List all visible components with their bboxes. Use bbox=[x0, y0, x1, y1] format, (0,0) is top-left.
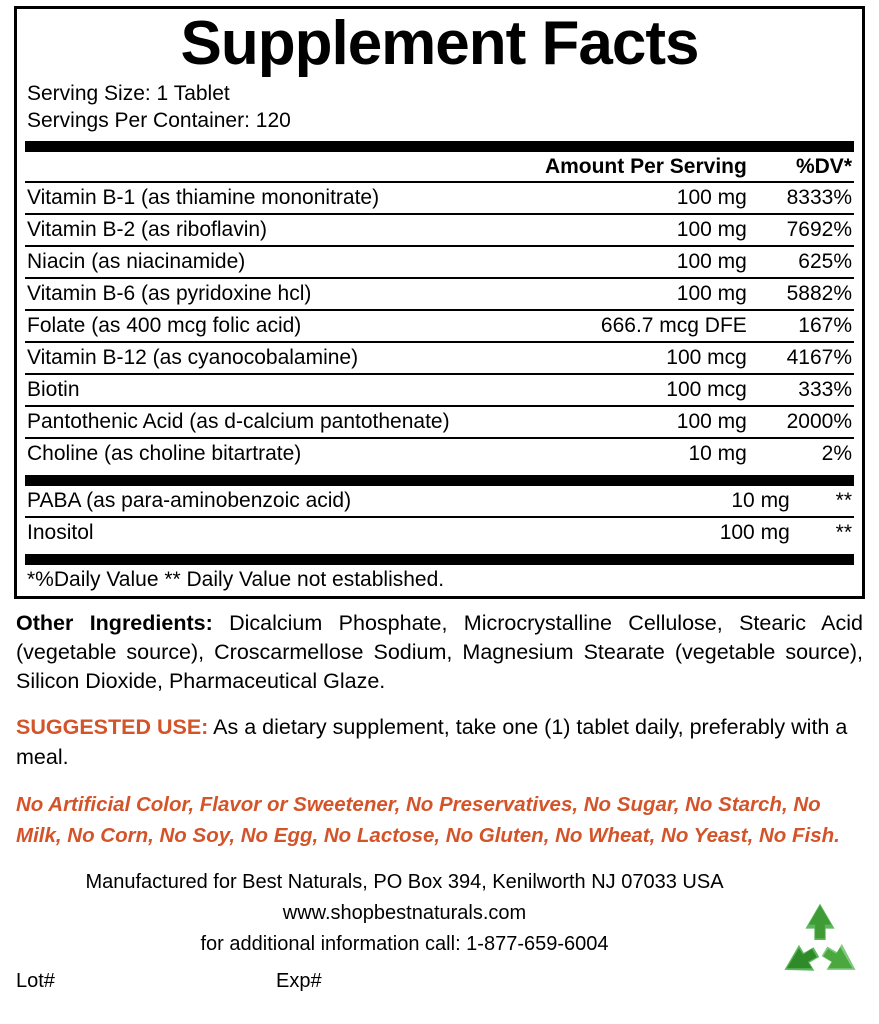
table-header-row bbox=[25, 152, 854, 182]
table-row bbox=[25, 310, 854, 342]
nutrient-name: Pantothenic Acid (as d-calcium pantothenate) bbox=[25, 406, 511, 438]
nutrition-table-no-dv bbox=[25, 486, 854, 548]
nutrient-amount: 100 mcg bbox=[511, 374, 777, 406]
free-of-claims: No Artificial Color, Flavor or Sweetener, No Preservatives, No Sugar, No Starch, No Milk, No Corn, No Soy, No Egg, No Lactose, No Gluten, No Wheat, No Yeast, No Fish. bbox=[16, 792, 840, 847]
table-row bbox=[25, 406, 854, 438]
nutrient-amount: 666.7 mcg DFE bbox=[511, 310, 777, 342]
nutrient-amount: 10 mg bbox=[688, 441, 747, 465]
nutrient-amount: 100 mg bbox=[511, 406, 777, 438]
nutrient-dv: 4167% bbox=[777, 342, 854, 374]
table-row bbox=[25, 342, 854, 374]
nutrient-dv: ** bbox=[835, 520, 852, 544]
suggested-use bbox=[16, 712, 863, 772]
nutrient-dv: 8333% bbox=[777, 182, 854, 214]
nutrient-dv: 5882% bbox=[777, 278, 854, 310]
lot-number-label: Lot# bbox=[16, 970, 55, 993]
nutrient-name: Biotin bbox=[25, 374, 511, 406]
nutrient-name: Vitamin B-1 (as thiamine mononitrate) bbox=[25, 182, 511, 214]
suggested-use-text: As a dietary supplement, take one (1) tablet daily, preferably with a meal. bbox=[16, 714, 848, 769]
column-header-nutrient bbox=[25, 152, 511, 182]
nutrient-dv: ** bbox=[820, 486, 854, 517]
panel-rule-middle bbox=[25, 475, 854, 486]
column-header-amount: Amount Per Serving bbox=[511, 152, 777, 182]
nutrient-name: Folate (as 400 mcg folic acid) bbox=[25, 310, 511, 342]
table-row bbox=[25, 214, 854, 246]
servings-per-container: Servings Per Container: 120 bbox=[27, 109, 291, 133]
nutrient-name: Niacin (as niacinamide) bbox=[25, 246, 511, 278]
manufacturer-address: Manufactured for Best Naturals, PO Box 394, Kenilworth NJ 07033 USA bbox=[85, 871, 724, 894]
suggested-use-label: SUGGESTED USE: bbox=[16, 714, 209, 739]
page-title: Supplement Facts bbox=[180, 9, 699, 78]
serving-size: Serving Size: 1 Tablet bbox=[27, 82, 230, 106]
nutrient-name: Choline (as choline bitartrate) bbox=[27, 441, 302, 465]
exp-date-label: Exp# bbox=[276, 970, 322, 993]
nutrient-amount: 100 mg bbox=[719, 520, 790, 544]
manufacturer-block bbox=[14, 867, 865, 960]
supplement-facts-panel bbox=[14, 6, 865, 599]
table-row bbox=[25, 278, 854, 310]
nutrient-dv: 333% bbox=[777, 374, 854, 406]
other-ingredients-label: Other Ingredients: bbox=[16, 610, 213, 635]
recycle-icon bbox=[779, 902, 861, 978]
nutrient-dv: 2% bbox=[821, 441, 852, 465]
table-row bbox=[25, 246, 854, 278]
panel-rule-bottom bbox=[25, 554, 854, 565]
table-row bbox=[25, 374, 854, 406]
table-row bbox=[25, 438, 854, 469]
table-row bbox=[25, 182, 854, 214]
manufacturer-website[interactable]: www.shopbestnaturals.com bbox=[282, 902, 527, 925]
nutrient-amount: 100 mg bbox=[511, 246, 777, 278]
nutrient-amount: 100 mg bbox=[511, 182, 777, 214]
nutrient-name: Vitamin B-6 (as pyridoxine hcl) bbox=[25, 278, 511, 310]
nutrient-dv: 625% bbox=[777, 246, 854, 278]
other-ingredients-text: Dicalcium Phosphate, Microcrystalline Cellulose, Stearic Acid (vegetable source), Croscarmellose Sodium, Magnesium Stearate (vegetable source), Silicon Dioxide, Pharmaceutical Glaze. bbox=[16, 610, 863, 693]
nutrient-dv: 167% bbox=[777, 310, 854, 342]
nutrient-name: Inositol bbox=[27, 520, 94, 544]
column-header-dv: %DV* bbox=[777, 152, 854, 182]
lot-exp-row bbox=[14, 970, 865, 993]
nutrient-dv: 7692% bbox=[777, 214, 854, 246]
nutrition-table bbox=[25, 152, 854, 469]
nutrient-amount: 100 mcg bbox=[511, 342, 777, 374]
nutrient-amount: 100 mg bbox=[511, 214, 777, 246]
nutrient-name: Vitamin B-12 (as cyanocobalamine) bbox=[25, 342, 511, 374]
nutrient-amount: 100 mg bbox=[511, 278, 777, 310]
panel-rule-top bbox=[25, 141, 854, 152]
table-row bbox=[25, 486, 854, 517]
nutrient-amount: 10 mg bbox=[633, 486, 820, 517]
nutrient-name: PABA (as para-aminobenzoic acid) bbox=[25, 486, 633, 517]
table-row bbox=[25, 517, 854, 548]
daily-value-footnote: *%Daily Value ** Daily Value not established. bbox=[27, 567, 445, 591]
other-ingredients bbox=[16, 609, 863, 696]
manufacturer-phone: for additional information call: 1-877-659-6004 bbox=[200, 933, 609, 956]
nutrient-dv: 2000% bbox=[777, 406, 854, 438]
nutrient-name: Vitamin B-2 (as riboflavin) bbox=[25, 214, 511, 246]
